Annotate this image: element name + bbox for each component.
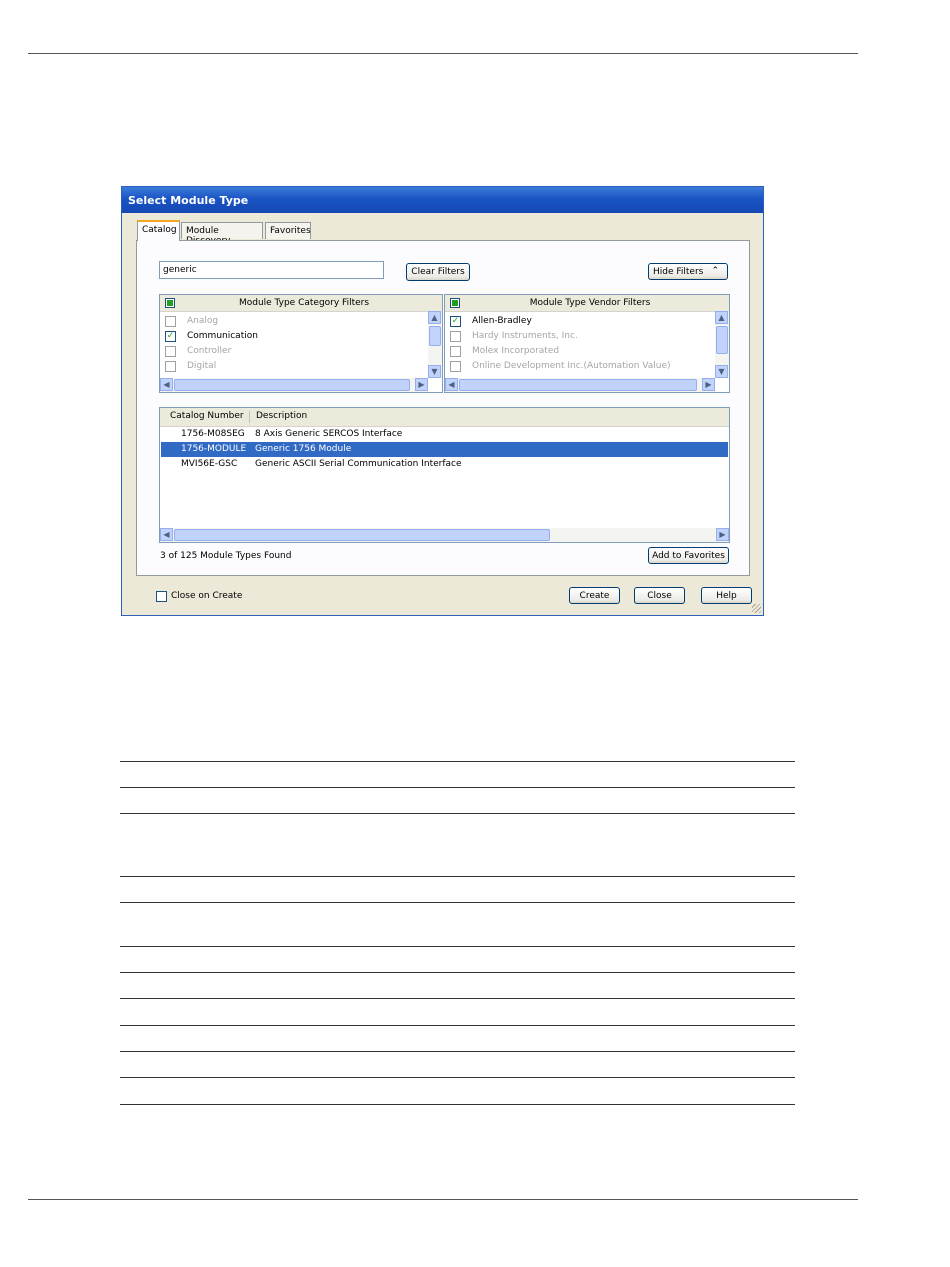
scroll-right-icon[interactable]: ▶ xyxy=(702,378,715,391)
scroll-down-icon[interactable]: ▼ xyxy=(428,365,441,378)
scroll-thumb[interactable] xyxy=(174,379,410,391)
dialog-title: Select Module Type xyxy=(128,194,249,207)
filter-label: Analog xyxy=(187,316,219,326)
category-filter-list xyxy=(159,294,443,393)
filter-label: Allen-Bradley xyxy=(472,316,532,326)
filter-checkbox[interactable] xyxy=(165,346,176,357)
search-input[interactable]: generic xyxy=(159,261,384,279)
table-rule xyxy=(120,1025,795,1026)
description-cell: Generic ASCII Serial Communication Interface xyxy=(255,459,462,469)
double-chevron-up-icon: ⌃ xyxy=(711,266,719,276)
table-rule xyxy=(120,787,795,788)
filter-item-communication[interactable] xyxy=(165,329,415,344)
filter-item-online-development[interactable] xyxy=(450,359,700,374)
scroll-right-icon[interactable]: ▶ xyxy=(716,528,729,541)
scroll-up-icon[interactable]: ▲ xyxy=(715,311,728,324)
vertical-scrollbar[interactable] xyxy=(428,311,442,378)
catalog-panel xyxy=(136,240,750,576)
catalog-number-cell: MVI56E-GSC xyxy=(181,459,238,469)
column-catalog-number[interactable]: Catalog Number xyxy=(170,411,244,421)
horizontal-scrollbar[interactable] xyxy=(160,378,428,392)
table-row-selected[interactable] xyxy=(161,442,728,457)
table-rule xyxy=(120,1077,795,1078)
filter-item-digital[interactable] xyxy=(165,359,415,374)
table-row[interactable] xyxy=(161,427,728,442)
help-button[interactable]: Help xyxy=(701,587,752,604)
tab-favorites[interactable]: Favorites xyxy=(265,222,311,239)
table-rule xyxy=(120,998,795,999)
filter-checkbox[interactable] xyxy=(165,316,176,327)
footer-rule xyxy=(28,1199,858,1200)
vendor-filter-list xyxy=(444,294,730,393)
scroll-left-icon[interactable]: ◀ xyxy=(445,378,458,391)
hide-filters-label: Hide Filters xyxy=(653,267,704,277)
table-rule xyxy=(120,902,795,903)
title-bar[interactable] xyxy=(122,187,763,213)
select-module-type-dialog xyxy=(121,186,764,616)
close-on-create-checkbox[interactable] xyxy=(156,591,167,602)
filter-checkbox[interactable] xyxy=(450,346,461,357)
table-rule xyxy=(120,813,795,814)
vertical-scrollbar[interactable] xyxy=(715,311,729,378)
filter-checkbox[interactable] xyxy=(450,331,461,342)
filter-checkbox[interactable] xyxy=(450,361,461,372)
horizontal-scrollbar[interactable] xyxy=(160,528,729,542)
catalog-number-cell: 1756-MODULE xyxy=(181,444,247,454)
table-rule xyxy=(120,1104,795,1105)
scroll-up-icon[interactable]: ▲ xyxy=(428,311,441,324)
filter-checkbox[interactable] xyxy=(165,361,176,372)
scroll-right-icon[interactable]: ▶ xyxy=(415,378,428,391)
filter-label: Molex Incorporated xyxy=(472,346,560,356)
filter-label: Controller xyxy=(187,346,232,356)
vendor-filter-header xyxy=(445,295,729,312)
results-count: 3 of 125 Module Types Found xyxy=(160,551,292,561)
vendor-filter-title: Module Type Vendor Filters xyxy=(529,298,651,308)
filter-item-molex[interactable] xyxy=(450,344,700,359)
resize-grip-icon[interactable] xyxy=(752,604,761,613)
hide-filters-button[interactable] xyxy=(648,263,728,280)
catalog-number-cell: 1756-M08SEG xyxy=(181,429,245,439)
description-cell: 8 Axis Generic SERCOS Interface xyxy=(255,429,403,439)
create-button[interactable]: Create xyxy=(569,587,620,604)
table-row[interactable] xyxy=(161,457,728,472)
filter-item-analog[interactable] xyxy=(165,314,415,329)
column-divider[interactable] xyxy=(249,411,250,423)
filter-checkbox[interactable]: ✓ xyxy=(451,316,460,326)
filter-checkbox[interactable]: ✓ xyxy=(166,331,175,341)
filter-item-controller[interactable] xyxy=(165,344,415,359)
table-rule xyxy=(120,946,795,947)
filter-label: Digital xyxy=(187,361,217,371)
catalog-table-header xyxy=(160,408,729,427)
select-all-checkbox[interactable] xyxy=(450,298,460,308)
table-rule xyxy=(120,761,795,762)
scroll-thumb[interactable] xyxy=(716,326,728,354)
clear-filters-button[interactable]: Clear Filters xyxy=(406,263,470,281)
select-all-checkbox[interactable] xyxy=(165,298,175,308)
add-to-favorites-button[interactable]: Add to Favorites xyxy=(648,547,729,564)
close-button[interactable]: Close xyxy=(634,587,685,604)
scroll-thumb[interactable] xyxy=(459,379,697,391)
table-rule xyxy=(120,876,795,877)
category-filter-title: Module Type Category Filters xyxy=(238,298,370,308)
catalog-table xyxy=(159,407,730,543)
close-on-create-option[interactable] xyxy=(156,590,276,604)
filter-item-allen-bradley[interactable] xyxy=(450,314,700,329)
table-rule xyxy=(120,1051,795,1052)
category-filter-header xyxy=(160,295,442,312)
filter-item-hardy[interactable] xyxy=(450,329,700,344)
tab-module-discovery[interactable]: Module xyxy=(181,222,263,239)
filter-label: Online Development Inc.(Automation Value) xyxy=(472,361,671,371)
scroll-left-icon[interactable]: ◀ xyxy=(160,378,173,391)
filter-label: Communication xyxy=(187,331,258,341)
close-on-create-label: Close on Create xyxy=(171,591,243,601)
filter-label: Hardy Instruments, Inc. xyxy=(472,331,578,341)
scroll-left-icon[interactable]: ◀ xyxy=(160,528,173,541)
tab-catalog[interactable]: Catalog xyxy=(137,220,180,241)
column-description[interactable]: Description xyxy=(256,411,308,421)
scroll-down-icon[interactable]: ▼ xyxy=(715,365,728,378)
scroll-thumb[interactable] xyxy=(174,529,550,541)
description-cell: Generic 1756 Module xyxy=(255,444,352,454)
header-rule xyxy=(28,53,858,54)
scroll-thumb[interactable] xyxy=(429,326,441,346)
horizontal-scrollbar[interactable] xyxy=(445,378,715,392)
table-rule xyxy=(120,972,795,973)
